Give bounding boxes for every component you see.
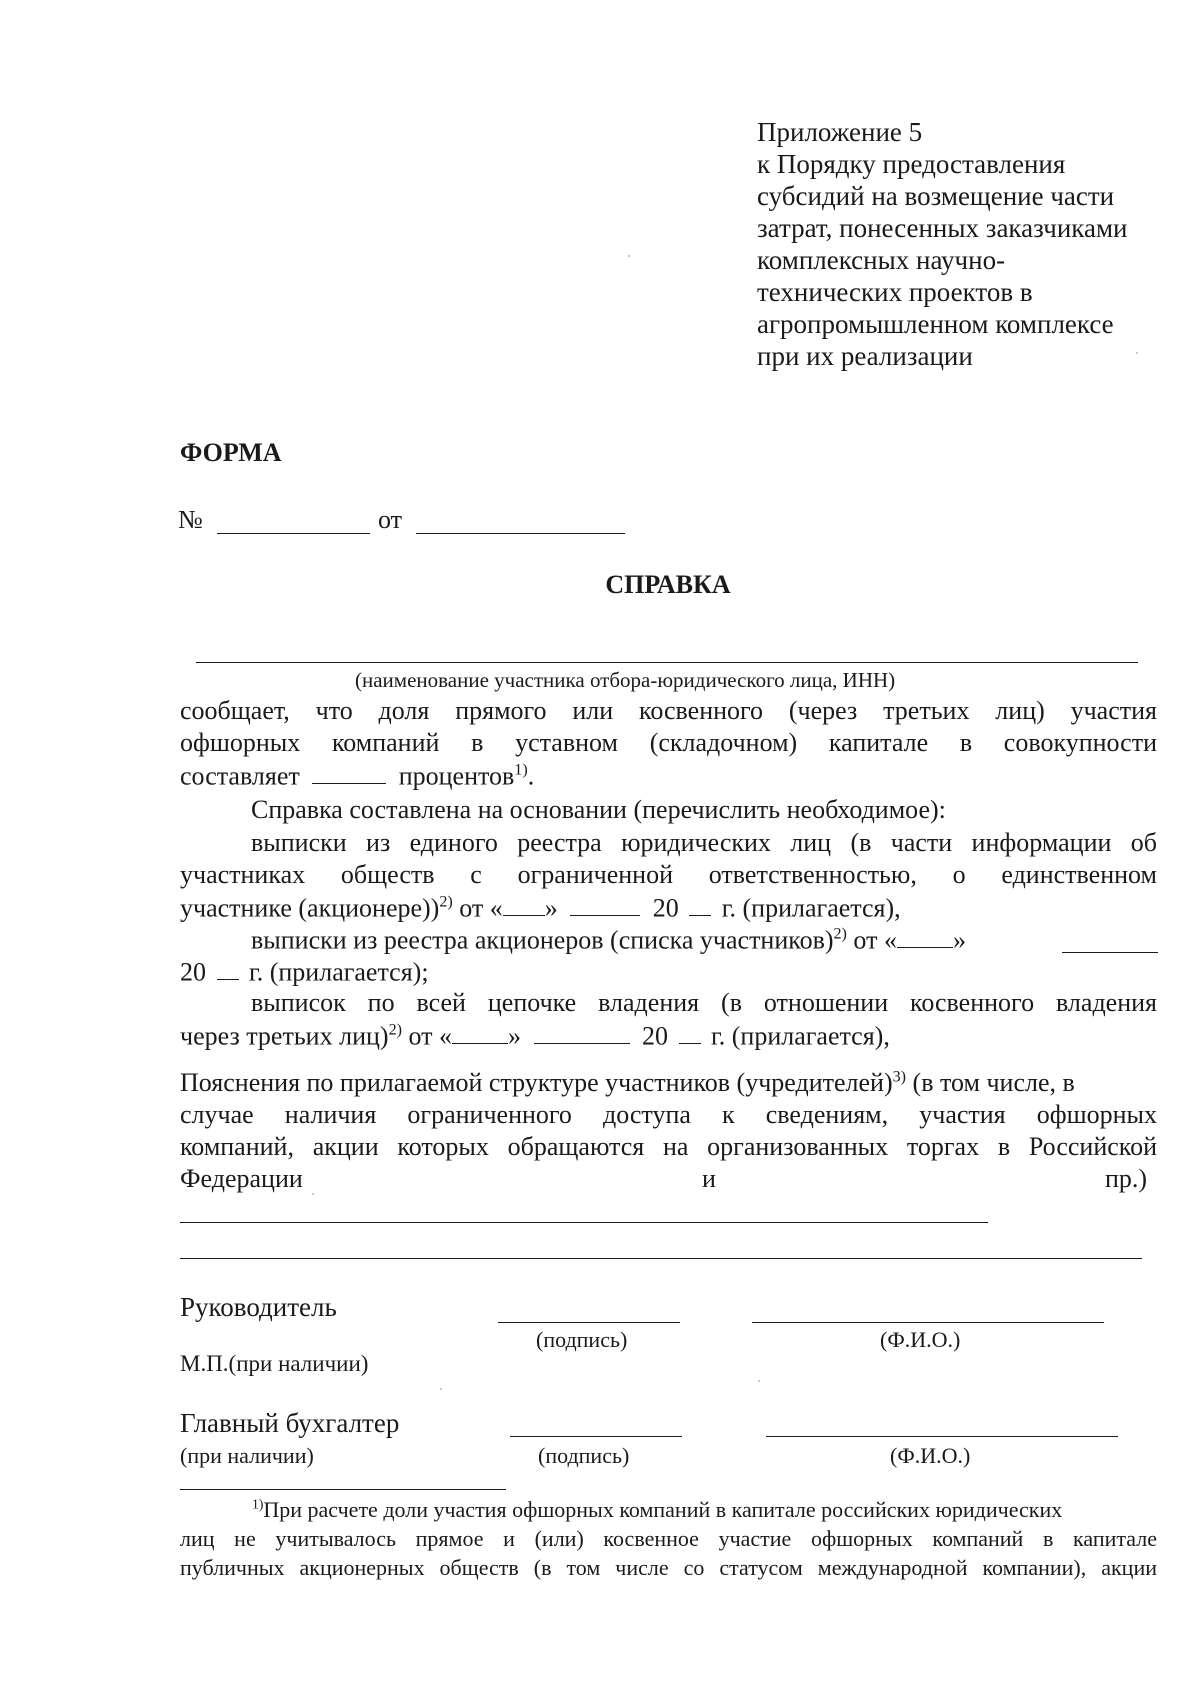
month-blank — [570, 892, 640, 916]
appendix-line: Приложение 5 — [757, 117, 923, 147]
percent-blank — [312, 760, 386, 784]
body-line-and: и — [702, 1164, 716, 1193]
body-line: компаний, акции которых обращаются на организованных торгах в Российской — [180, 1132, 1157, 1161]
body-line: выписки из единого реестра юридических лиц (в части информации об — [251, 828, 1157, 857]
month-blank — [534, 1020, 630, 1044]
appendix-line: к Порядку предоставления — [757, 149, 1066, 179]
appendix-line: субсидий на возмещение части — [757, 181, 1115, 211]
footnote-line: лиц не учитывалось прямое и (или) косвенное участие офшорных компаний в капитале — [180, 1526, 1157, 1551]
head-label: Руководитель — [180, 1292, 337, 1322]
name-caption: (Ф.И.О.) — [880, 1327, 961, 1352]
document-title: СПРАВКА — [605, 570, 731, 599]
appendix-line: агропромышленном комплексе — [757, 309, 1114, 339]
text-fragment: Пояснения по прилагаемой структуре участников (учредителей) — [180, 1068, 893, 1097]
body-line-registry — [251, 924, 966, 955]
text-fragment: . — [527, 761, 535, 791]
appendix-line: комплексных научно- — [757, 245, 1006, 275]
footnote-line — [252, 1497, 1157, 1523]
text-fragment: от « — [452, 893, 503, 923]
text-fragment: составляет — [180, 761, 300, 791]
body-line-etc: пр.) — [1105, 1164, 1148, 1193]
scan-speck — [1136, 352, 1138, 354]
text-fragment: 20 — [180, 957, 206, 987]
text-fragment: » — [952, 925, 966, 955]
head-signature-line — [498, 1322, 680, 1323]
body-line: офшорных компаний в уставном (складочном) капитале в совокупности — [180, 728, 1157, 757]
footnote-line: публичных акционерных обществ (в том числе со статусом международной компании), акции — [180, 1555, 1157, 1580]
number-sign: № — [178, 505, 203, 534]
explanation-blank — [180, 1222, 988, 1223]
footnote-ref: 2) — [833, 925, 847, 943]
day-blank — [897, 924, 953, 948]
appendix-line: технических проектов в — [757, 277, 1033, 307]
form-label: ФОРМА — [180, 438, 282, 467]
footnote-ref: 3) — [892, 1068, 907, 1086]
appendix-line: при их реализации — [757, 341, 973, 371]
body-line: выписок по всей цепочке владения (в отношении косвенного владения — [251, 988, 1157, 1017]
body-line: случае наличия ограниченного доступа к сведениям, участия офшорных — [180, 1100, 1157, 1129]
participant-caption: (наименование участника отбора-юридического лица, ИНН) — [355, 668, 896, 692]
text-fragment: 20 — [642, 1021, 669, 1051]
footnote-ref: 2) — [388, 1021, 402, 1039]
head-name-line — [752, 1322, 1104, 1323]
month-blank — [1062, 952, 1158, 953]
scan-speck — [440, 1388, 442, 1390]
day-blank — [503, 892, 545, 916]
footnote-separator — [180, 1489, 506, 1490]
body-line-chain-date — [180, 1020, 890, 1051]
text-fragment: г. (прилагается), — [721, 893, 901, 923]
body-line-percent — [180, 760, 534, 791]
explanation-blank — [180, 1258, 1142, 1259]
signature-caption: (подпись) — [538, 1443, 630, 1468]
text-fragment: через третьих лиц) — [180, 1021, 389, 1051]
scan-speck — [758, 1380, 760, 1382]
text-fragment: выписки из реестра акционеров (списка участников) — [251, 925, 834, 955]
name-caption: (Ф.И.О.) — [890, 1443, 971, 1468]
text-fragment: » — [544, 893, 558, 923]
text-fragment: г. (прилагается), — [711, 1021, 890, 1051]
text-fragment: г. (прилагается); — [249, 957, 429, 987]
text-fragment: (в том числе, в — [906, 1068, 1075, 1097]
accountant-signature-line — [510, 1436, 682, 1437]
text-fragment: процентов — [398, 761, 515, 791]
body-line-explanation — [180, 1068, 1157, 1098]
text-fragment: 20 — [652, 893, 679, 923]
body-line-extract-date — [180, 892, 901, 923]
accountant-name-line — [766, 1436, 1118, 1437]
body-line: сообщает, что доля прямого или косвенного (через третьих лиц) участия — [180, 696, 1157, 725]
scan-speck — [628, 255, 630, 257]
footnote-ref: 1) — [514, 761, 528, 779]
text-fragment: от « — [846, 925, 897, 955]
scan-speck — [312, 1193, 314, 1195]
body-line: Справка составлена на основании (перечислить необходимое): — [251, 795, 946, 824]
body-line-year — [180, 956, 429, 987]
number-blank — [217, 533, 370, 534]
participant-name-line — [196, 662, 1138, 663]
year-blank — [217, 956, 239, 980]
text-fragment: участнике (акционере)) — [180, 893, 440, 923]
footnote-ref: 2) — [439, 893, 453, 911]
signature-caption: (подпись) — [536, 1327, 628, 1352]
text-fragment: от « — [401, 1021, 453, 1051]
body-line-federation: Федерации — [180, 1164, 303, 1193]
footnote-marker: 1) — [252, 1497, 264, 1512]
accountant-label: Главный бухгалтер — [180, 1408, 400, 1438]
year-blank — [689, 892, 711, 916]
appendix-line: затрат, понесенных заказчиками — [757, 213, 1128, 243]
year-blank — [679, 1020, 701, 1044]
from-word: от — [378, 505, 403, 534]
day-blank — [452, 1020, 508, 1044]
stamp-label: М.П.(при наличии) — [180, 1351, 369, 1376]
text-fragment: » — [508, 1021, 522, 1051]
body-line: участниках обществ с ограниченной ответственностью, о единственном — [180, 860, 1157, 889]
text-fragment: При расчете доли участия офшорных компаний в капитале российских юридических — [263, 1497, 1063, 1522]
date-blank — [416, 533, 625, 534]
accountant-note: (при наличии) — [180, 1443, 314, 1468]
